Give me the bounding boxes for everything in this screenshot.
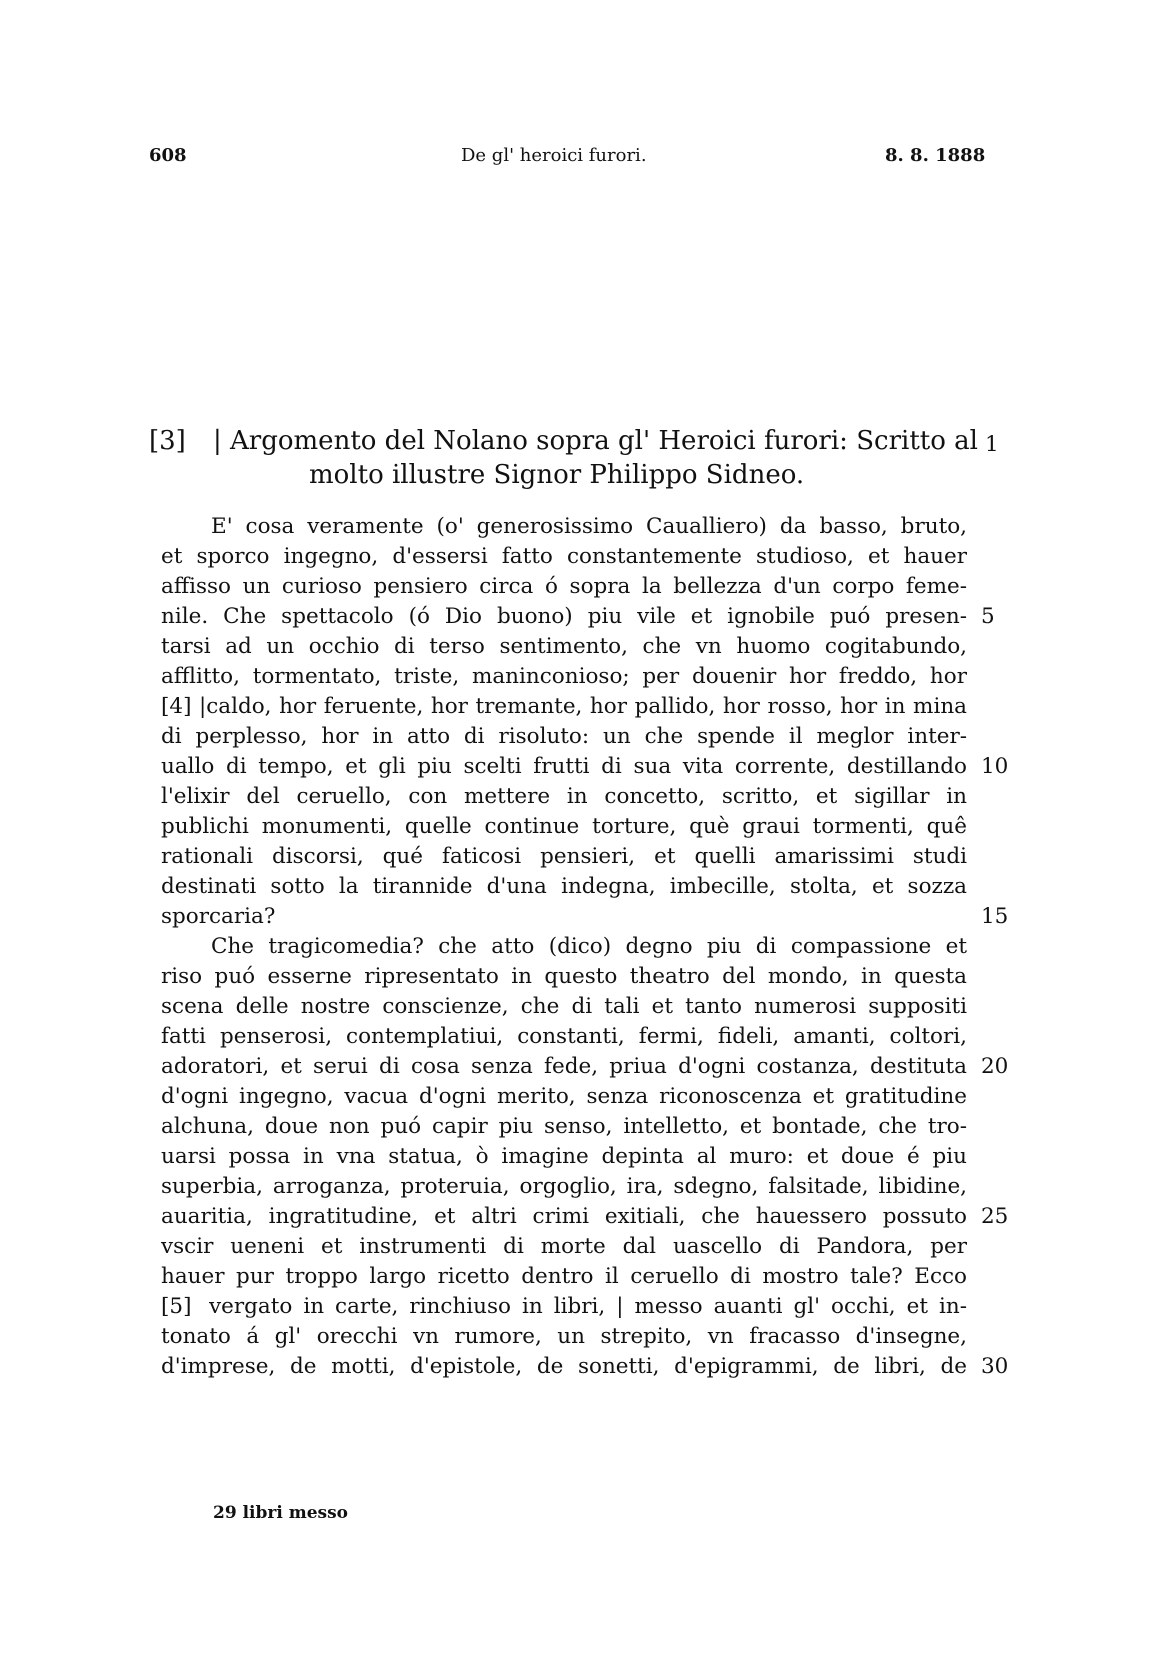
text-line: vergato in carte, rinchiuso in libri, | messo auanti gl' occhi, et in- — [209, 1294, 967, 1319]
page-number: 608 — [149, 145, 187, 166]
text-line: nile. Che spettacolo (ó Dio buono) piu vile et ignobile puó presen- — [161, 604, 967, 629]
text-line: rationali discorsi, qué faticosi pensieri, et quelli amarissimi studi — [161, 844, 967, 869]
text-line: hauer pur troppo largo ricetto dentro il ceruello di mostro tale? Ecco — [161, 1264, 967, 1289]
text-line: scena delle nostre conscienze, che di tali et tanto numerosi suppositi — [161, 994, 967, 1019]
text-line: d'ogni ingegno, vacua d'ogni merito, senza riconoscenza et gratitudine — [161, 1084, 967, 1109]
text-line: alchuna, doue non puó capir piu senso, intelletto, et bontade, che tro- — [161, 1114, 967, 1139]
text-line: afflitto, tormentato, triste, maninconioso; per douenir hor freddo, hor — [161, 664, 967, 689]
text-line: tarsi ad un occhio di terso sentimento, che vn huomo cogitabundo, — [161, 634, 967, 659]
text-line: |caldo, hor feruente, hor tremante, hor pallido, hor rosso, hor in mina — [199, 694, 967, 719]
line-number-5: 5 — [981, 604, 995, 629]
text-line: di perplesso, hor in atto di risoluto: un che spende il meglor inter- — [161, 724, 967, 749]
margin-marker-4: [4] — [161, 694, 192, 719]
text-line: publichi monumenti, quelle continue torture, què graui tormenti, quê — [161, 814, 967, 839]
text-line: Che tragicomedia? che atto (dico) degno piu di compassione et — [211, 934, 967, 959]
text-line: sporcaria? — [161, 904, 276, 929]
text-line: E' cosa veramente (o' generosissimo Caualliero) da basso, bruto, — [211, 514, 967, 539]
line-number-25: 25 — [981, 1204, 1009, 1229]
text-line: uallo di tempo, et gli piu scelti frutti di sua vita corrente, destillando — [161, 754, 967, 779]
running-title: De gl' heroici furori. — [461, 145, 647, 166]
text-line: d'imprese, de motti, d'epistole, de sonetti, d'epigrammi, de libri, de — [161, 1354, 967, 1379]
footnote: 29 libri messo — [213, 1503, 348, 1523]
margin-marker-5: [5] — [161, 1294, 192, 1319]
text-line: riso puó esserne ripresentato in questo theatro del mondo, in questa — [161, 964, 967, 989]
folio-reference: 8. 8. 1888 — [885, 145, 986, 166]
text-line: l'elixir del ceruello, con mettere in concetto, scritto, et sigillar in — [161, 784, 967, 809]
text-line: auaritia, ingratitudine, et altri crimi exitiali, che hauessero possuto — [161, 1204, 967, 1229]
title-marker: [3] — [149, 426, 186, 456]
text-line: superbia, arroganza, proteruia, orgoglio, ira, sdegno, falsitade, libidine, — [161, 1174, 967, 1199]
line-number-1: 1 — [985, 432, 999, 457]
text-line: tonato á gl' orecchi vn rumore, un strepito, vn fracasso d'insegne, — [161, 1324, 967, 1349]
title-line-2: molto illustre Signor Philippo Sidneo. — [309, 460, 805, 490]
text-line: et sporco ingegno, d'essersi fatto constantemente studioso, et hauer — [161, 544, 967, 569]
line-number-30: 30 — [981, 1354, 1009, 1379]
text-line: destinati sotto la tirannide d'una indegna, imbecille, stolta, et sozza — [161, 874, 967, 899]
text-line: fatti penserosi, contemplatiui, constanti, fermi, fideli, amanti, coltori, — [161, 1024, 967, 1049]
text-line: affisso un curioso pensiero circa ó sopra la bellezza d'un corpo feme- — [161, 574, 967, 599]
text-line: adoratori, et serui di cosa senza fede, priua d'ogni costanza, destituta — [161, 1054, 967, 1079]
line-number-20: 20 — [981, 1054, 1009, 1079]
line-number-15: 15 — [981, 904, 1009, 929]
line-number-10: 10 — [981, 754, 1009, 779]
text-line: uarsi possa in vna statua, ò imagine depinta al muro: et doue é piu — [161, 1144, 967, 1169]
text-line: vscir ueneni et instrumenti di morte dal uascello di Pandora, per — [161, 1234, 967, 1259]
title-line-1: | Argomento del Nolano sopra gl' Heroici furori: Scritto al — [213, 426, 978, 456]
